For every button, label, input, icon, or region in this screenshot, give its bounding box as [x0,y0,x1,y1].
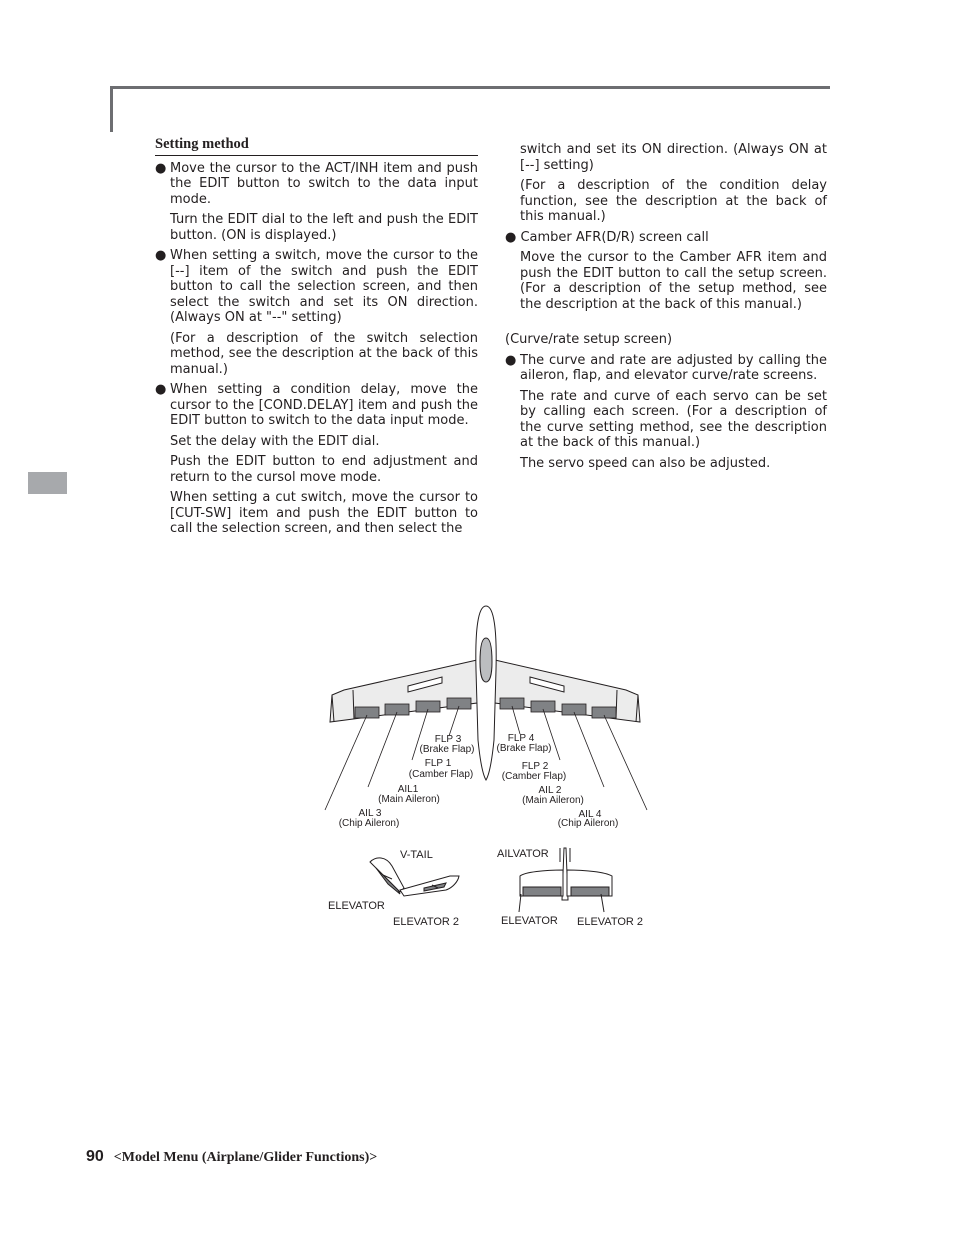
bullet-item [155,382,478,429]
label-ailvator-elevator2: ELEVATOR 2 [577,916,644,928]
label-flp3-sub: (Brake Flap) [419,744,475,755]
label-ail4: AIL 4 [578,809,602,820]
label-flp2-sub: (Camber Flap) [501,771,567,782]
label-flp1-sub: (Camber Flap) [408,769,474,780]
label-ail1: AIL1 [397,784,419,795]
left-column-body [155,161,478,537]
bullet-item [505,353,827,384]
spacer [505,312,827,327]
ail3-surface [355,707,379,718]
indented-paragraph: The servo speed can also be adjusted. [520,455,771,471]
label-ail4-sub: (Chip Aileron) [557,818,619,829]
indented-paragraph: Push the EDIT button to end adjustment and return to the cursol move mode. [170,454,478,485]
bullet-text: When setting a condition delay, move the cursor to the [COND.DELAY] item and push the EDIT button to switch to the data input mode. [170,382,478,428]
label-ail3-sub: (Chip Aileron) [338,818,400,829]
page-number: 90 [86,1148,104,1165]
bullet-dot: ● [155,382,167,397]
header-frame [110,86,830,132]
label-vtail: V-TAIL [400,849,433,861]
bullet-text: The curve and rate are adjusted by calling the aileron, flap, and elevator curve/rate screens. [520,352,827,383]
label-flp1: FLP 1 [424,758,452,769]
bullet-text: When setting a switch, move the cursor to the [--] item of the switch and push the EDIT button to call the selection screen, and then select the switch and set its ON direction. (Always ON at "--" setting) [170,248,478,325]
paragraph: (Curve/rate setup screen) [505,332,673,347]
bullet-dot: ● [505,352,517,368]
ail1-surface [385,704,409,715]
bullet-text: Move the cursor to the ACT/INH item and push the EDIT button to switch to the data input mode. [170,160,478,207]
flp1-surface [416,701,440,712]
label-ail3: AIL 3 [358,808,382,819]
label-vtail-elevator2: ELEVATOR 2 [393,916,460,928]
ail2-surface [562,704,586,715]
footer-title: <Model Menu (Airplane/Glider Functions)> [113,1150,378,1165]
flp3-surface [447,698,471,709]
vtail-illustration [370,858,459,896]
right-column-body [505,142,827,471]
indented-paragraph: The rate and curve of each servo can be set by calling each screen. (For a description of the curve setting method, see the description at the back of this manual.) [520,388,827,450]
page-footer [86,1148,377,1166]
label-ailvator: AILVATOR [497,848,549,860]
flp2-surface [531,701,555,712]
right-column [505,137,827,471]
label-ail2-sub: (Main Aileron) [522,795,584,806]
bullet-item [155,248,478,326]
indented-paragraph: Move the cursor to the Camber AFR item and push the EDIT button to call the setup screen. (For a description of the setup method, see the description at the back of this manual.) [520,250,827,312]
label-ailvator-elevator: ELEVATOR [501,915,558,927]
indented-paragraph: Set the delay with the EDIT dial. [170,433,380,449]
section-title: Setting method [155,137,478,156]
glider-wing-illustration [330,606,640,780]
indented-paragraph: switch and set its ON direction. (Always ON at [--] setting) [520,142,827,173]
label-ail2: AIL 2 [538,785,562,796]
label-flp4: FLP 4 [507,733,535,744]
left-column [155,137,478,537]
indented-paragraph: Turn the EDIT dial to the left and push the EDIT button. (ON is displayed.) [170,212,478,243]
indented-paragraph: (For a description of the condition delay function, see the description at the back of this manual.) [520,178,827,224]
bullet-item [155,161,478,208]
bullet-dot: ● [155,160,167,176]
bullet-dot: ● [155,248,167,263]
servo-layout-diagram [320,600,660,940]
label-flp2: FLP 2 [521,761,549,772]
label-flp4-sub: (Brake Flap) [496,743,552,754]
paragraph: ● Camber AFR(D/R) screen call [505,229,709,245]
ail4-surface [592,707,616,718]
indented-paragraph: (For a description of the switch selection method, see the description at the back of this manual.) [170,330,478,377]
indented-paragraph: When setting a cut switch, move the cursor to [CUT-SW] item and push the EDIT button to call the selection screen, and then select the [170,490,478,536]
label-flp3: FLP 3 [434,734,462,745]
label-vtail-elevator: ELEVATOR [328,900,385,912]
label-ail1-sub: (Main Aileron) [378,794,440,805]
side-tab-marker [28,472,67,494]
